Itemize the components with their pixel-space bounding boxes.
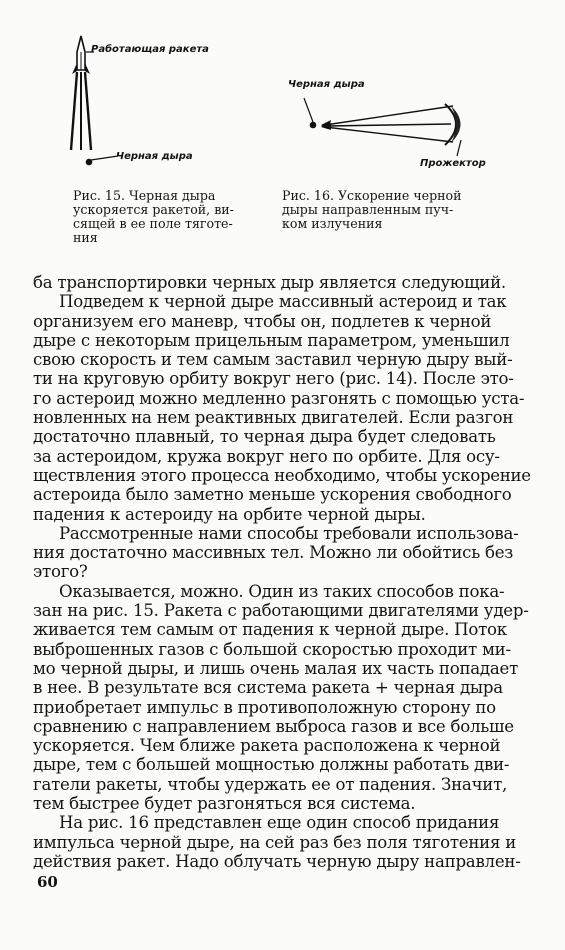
caption-line: ком излучения bbox=[282, 216, 383, 231]
paragraph-start: На рис. 16 представлен еще один способ придания bbox=[59, 813, 500, 833]
figure-16 bbox=[285, 68, 486, 178]
page-number: 60 bbox=[37, 873, 58, 891]
paragraph-start: Подведем к черной дыре массивный астероид и так bbox=[59, 292, 507, 312]
text-line: астероида было заметно меньше ускорения свободного bbox=[33, 485, 512, 505]
text-line: ти на круговую орбиту вокруг него (рис. 14). После это- bbox=[33, 369, 514, 389]
text-line: падения к астероиду на орбите черной дыры. bbox=[33, 504, 426, 524]
figure-16-caption bbox=[282, 189, 492, 231]
text-line: импульса черной дыре, на сей раз без поля тяготения и bbox=[33, 832, 517, 852]
body-text bbox=[33, 273, 531, 871]
text-line: в нее. В результате вся система ракета + черная дыра bbox=[33, 678, 503, 698]
text-line: новленных на нем реактивных двигателей. Если разгон bbox=[33, 408, 514, 428]
paragraph-start: Рассмотренные нами способы требовали использова- bbox=[59, 523, 519, 543]
caption-line: Рис. 15. Черная дыра bbox=[73, 188, 216, 203]
caption-line: сящей в ее поле тяготе- bbox=[73, 216, 233, 231]
text-line: живается тем самым от падения к черной дыре. Поток bbox=[33, 620, 507, 640]
text-line: го астероид можно медленно разгонять с помощью уста- bbox=[33, 388, 525, 408]
text-line: зан на рис. 15. Ракета с работающими двигателями удер- bbox=[33, 601, 529, 621]
text-line: свою скорость и тем самым заставил черную дыру вый- bbox=[33, 350, 513, 370]
text-line: дыре с некоторым прицельным параметром, уменьшил bbox=[33, 330, 510, 350]
text-line: этого? bbox=[33, 562, 88, 582]
projector-label: Прожектор bbox=[420, 158, 486, 169]
caption-line: Рис. 16. Ускорение черной bbox=[282, 188, 462, 203]
text-line: сравнению с направлением выброса газов и все больше bbox=[33, 716, 514, 736]
caption-line: дыры направленным пуч- bbox=[282, 202, 454, 217]
text-line: выброшенных газов с большой скоростью проходит ми- bbox=[33, 639, 511, 659]
text-line: ускоряется. Чем ближе ракета расположена к черной bbox=[33, 736, 501, 756]
caption-line: ускоряется ракетой, ви- bbox=[73, 202, 234, 217]
text-line: достаточно плавный, то черная дыра будет следовать bbox=[33, 427, 496, 447]
text-line: ществления этого процесса необходимо, чтобы ускорение bbox=[33, 465, 531, 485]
text-line: мо черной дыры, и лишь очень малая их часть попадает bbox=[33, 658, 519, 678]
text-line: приобретает импульс в противоположную сторону по bbox=[33, 697, 496, 717]
black-hole-label: Черная дыра bbox=[116, 151, 193, 162]
caption-line: ния bbox=[73, 230, 98, 245]
text-line: действия ракет. Надо облучать черную дыру направлен- bbox=[33, 851, 521, 871]
text-line: дыре, тем с большей мощностью должны работать дви- bbox=[33, 755, 510, 775]
text-line: тем быстрее будет разгоняться вся система. bbox=[33, 794, 416, 814]
text-line: ба транспортировки черных дыр является следующий. bbox=[33, 273, 506, 292]
paragraph-start: Оказывается, можно. Один из таких способов пока- bbox=[59, 581, 505, 601]
figure-15-caption bbox=[73, 189, 260, 245]
figure-15 bbox=[60, 30, 260, 180]
text-line: гатели ракеты, чтобы удержать ее от падения. Значит, bbox=[33, 774, 508, 794]
black-hole-label: Черная дыра bbox=[288, 79, 365, 90]
rocket-label: Работающая ракета bbox=[91, 44, 209, 55]
text-line: ния достаточно массивных тел. Можно ли обойтись без bbox=[33, 543, 514, 563]
text-line: организуем его маневр, чтобы он, подлетев к черной bbox=[33, 311, 492, 331]
text-line: за астероидом, кружа вокруг него по орбите. Для осу- bbox=[33, 446, 500, 466]
